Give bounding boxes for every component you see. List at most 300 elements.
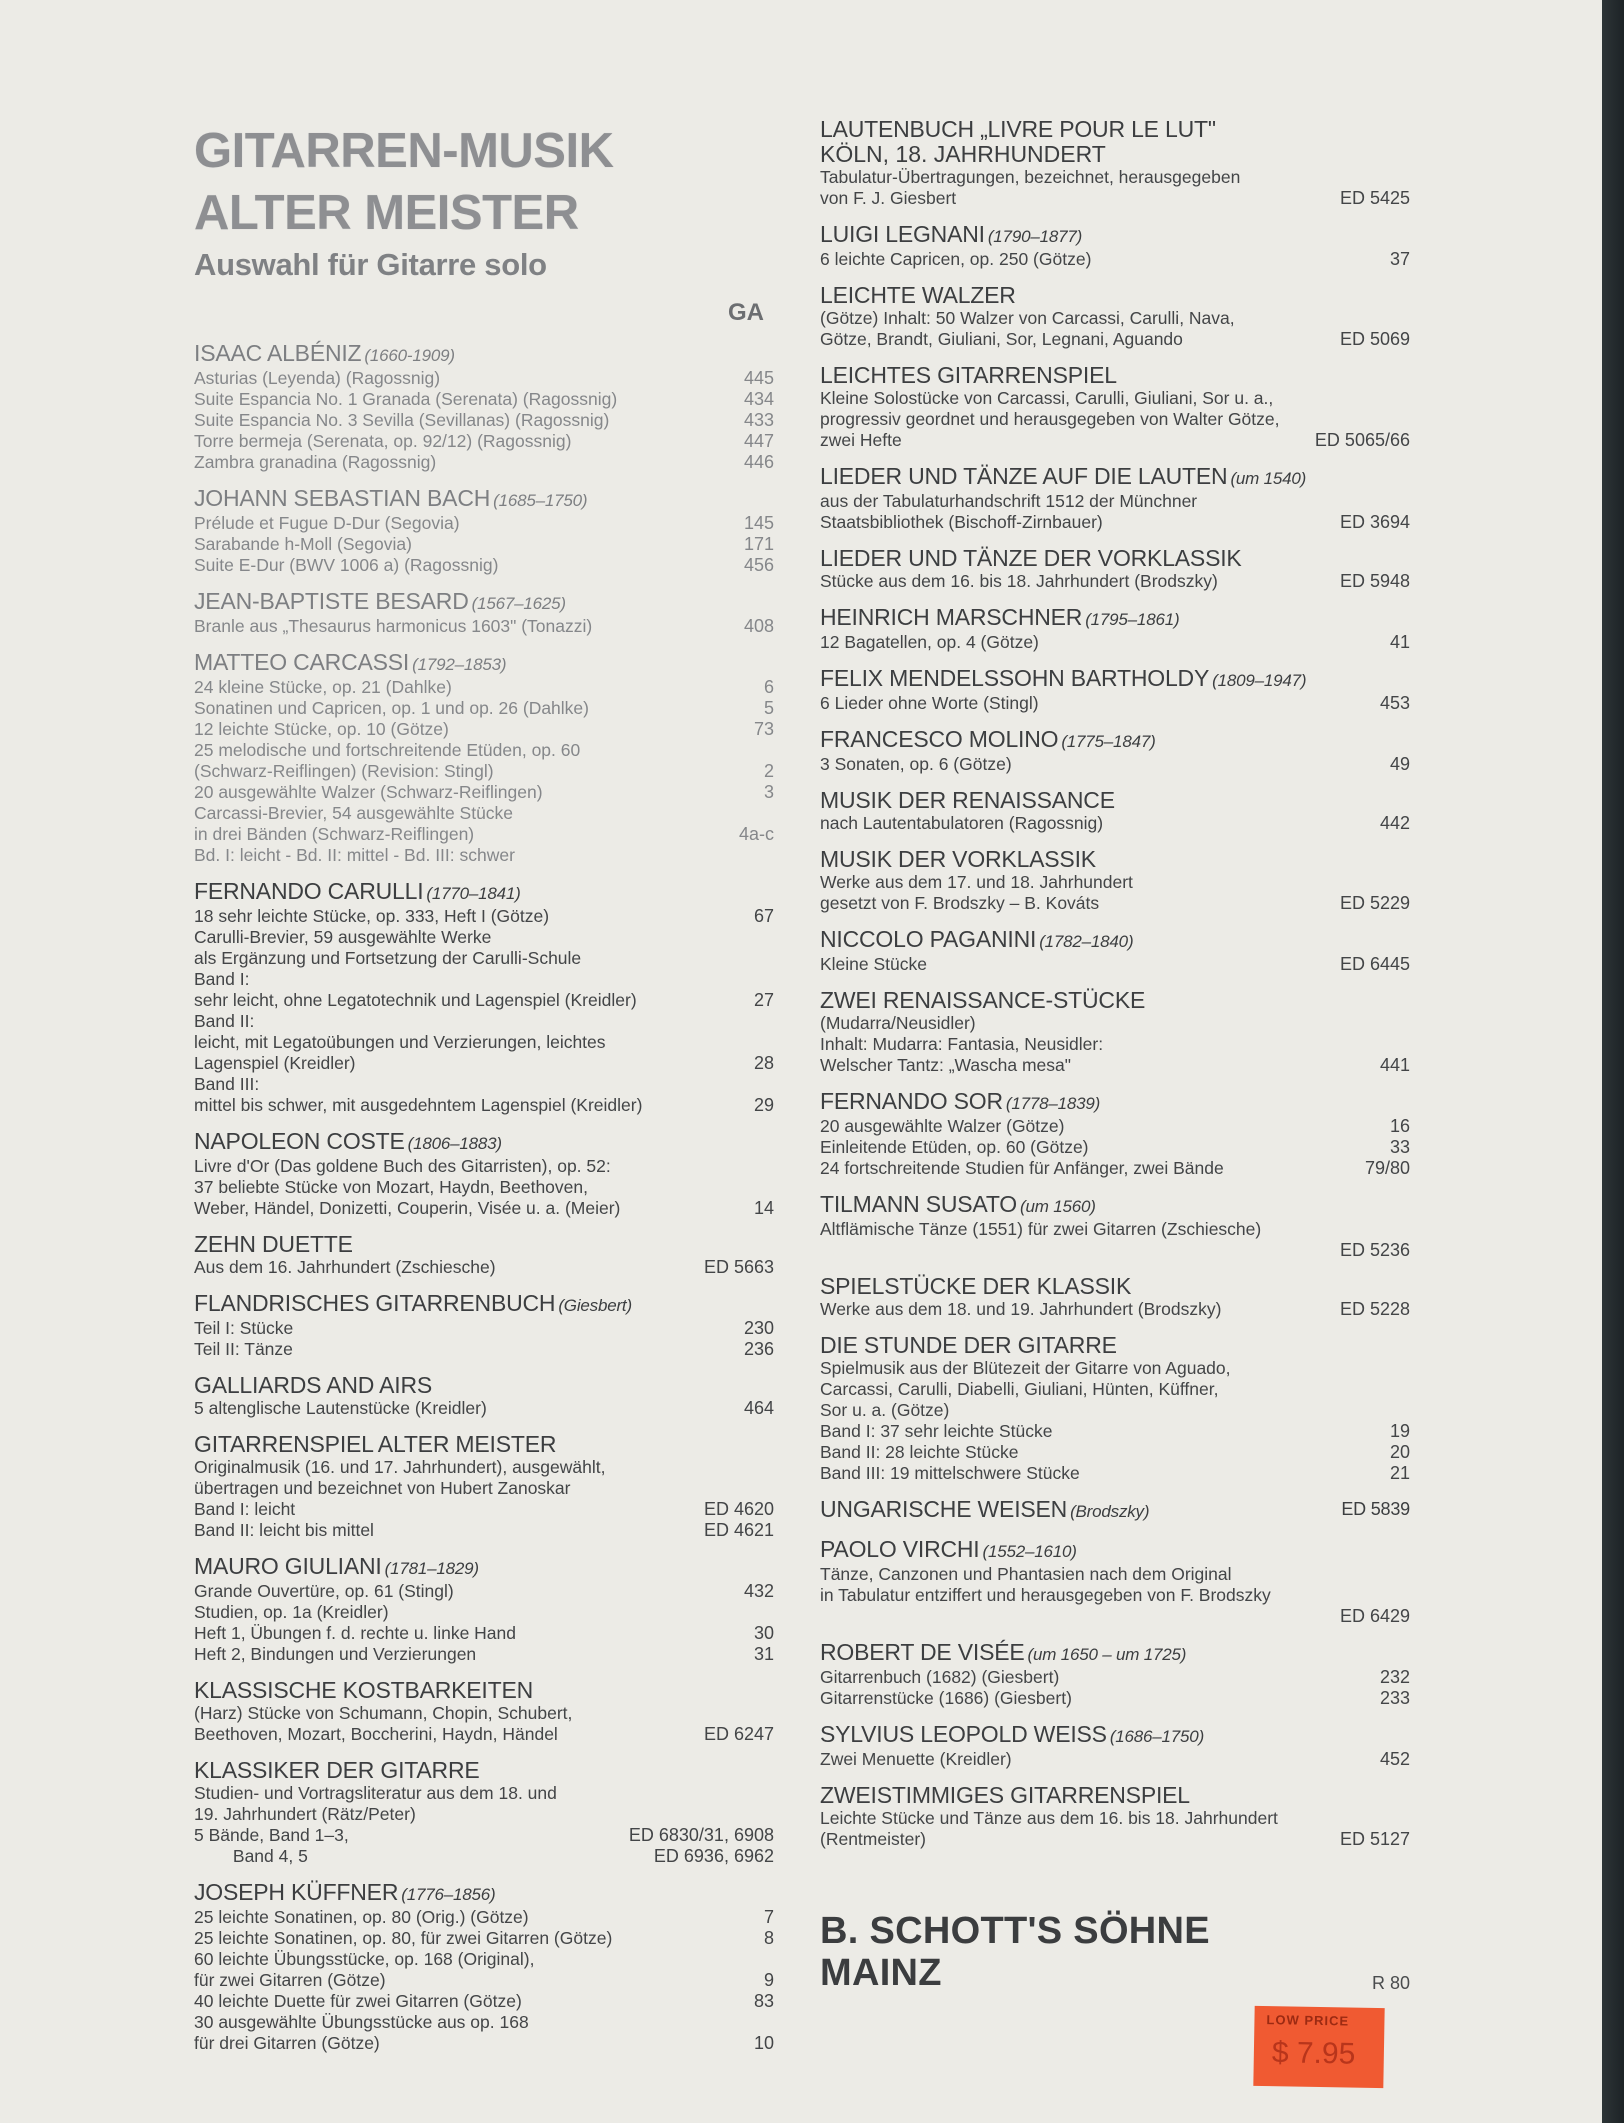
entry-row — [194, 719, 774, 740]
work-title: 18 sehr leichte Stücke, op. 333, Heft I (Götze) — [194, 906, 550, 926]
work-title: Suite Espancia No. 3 Sevilla (Sevillanas) (Ragossnig) — [194, 410, 610, 430]
entry-row — [820, 1749, 1410, 1770]
catalog-entry — [194, 1678, 774, 1745]
catalog-entry — [820, 283, 1410, 350]
work-title: Heft 1, Übungen f. d. rechte u. linke Hand — [194, 1623, 516, 1643]
composer-name: FLANDRISCHES GITARRENBUCH — [194, 1290, 556, 1316]
catalog-entry — [820, 988, 1410, 1076]
catalog-number: 434 — [743, 389, 774, 409]
entry-row — [194, 1949, 774, 1970]
catalog-number: 442 — [1379, 813, 1410, 833]
work-title: 20 ausgewählte Walzer (Schwarz-Reiflingen) — [194, 782, 543, 802]
entry-row — [194, 1177, 774, 1198]
work-title: Sor u. a. (Götze) — [820, 1400, 950, 1420]
catalog-number: 41 — [1389, 632, 1410, 652]
entry-row — [820, 388, 1410, 409]
work-title: Altflämische Tänze (1551) für zwei Gitarren (Zschiesche) — [820, 1219, 1262, 1239]
composer-dates: (1795–1861) — [1085, 610, 1180, 629]
catalog-number: 446 — [743, 452, 774, 472]
composer-name: LEICHTES GITARRENSPIEL — [820, 362, 1117, 388]
catalog-number: 230 — [743, 1318, 774, 1338]
catalog-entry — [820, 847, 1410, 914]
composer-name: JOHANN SEBASTIAN BACH — [194, 485, 491, 511]
work-title: Band III: 19 mittelschwere Stücke — [820, 1463, 1080, 1483]
composer-dates: (1782–1840) — [1039, 932, 1134, 951]
work-title: aus der Tabulaturhandschrift 1512 der Münchner — [820, 491, 1198, 511]
entry-row — [194, 761, 774, 782]
catalog-number: ED 5425 — [1339, 188, 1410, 208]
entry-row — [820, 1013, 1410, 1034]
entry-row — [820, 1606, 1410, 1627]
catalog-entry — [820, 222, 1410, 270]
composer-name: FERNANDO CARULLI — [194, 878, 424, 904]
entry-row — [194, 927, 774, 948]
work-title: Inhalt: Mudarra: Fantasia, Neusidler: — [820, 1034, 1104, 1054]
catalog-number: 453 — [1379, 693, 1410, 713]
work-title: Zambra granadina (Ragossnig) — [194, 452, 437, 472]
work-title: gesetzt von F. Brodszky – B. Kováts — [820, 893, 1100, 913]
entry-row — [194, 1478, 774, 1499]
entry-row — [820, 409, 1410, 430]
catalog-number: 441 — [1379, 1055, 1410, 1075]
entry-row — [820, 1358, 1410, 1379]
left-entry-list — [194, 341, 774, 2054]
entry-heading — [194, 1291, 774, 1318]
entry-row — [194, 1257, 774, 1278]
entry-row — [194, 1074, 774, 1095]
work-title: Kleine Solostücke von Carcassi, Carulli, Giuliani, Sor u. a., — [820, 388, 1274, 408]
work-title: Weber, Händel, Donizetti, Couperin, Visée u. a. (Meier) — [194, 1198, 621, 1218]
entry-row — [820, 1808, 1410, 1829]
entry-row — [194, 431, 774, 452]
composer-name: SYLVIUS LEOPOLD WEISS — [820, 1721, 1107, 1747]
work-title: KÖLN, 18. JAHRHUNDERT — [820, 141, 1106, 167]
catalog-entry — [194, 1554, 774, 1665]
work-title: Gitarrenbuch (1682) (Giesbert) — [820, 1667, 1060, 1687]
work-title: Aus dem 16. Jahrhundert (Zschiesche) — [194, 1257, 496, 1277]
work-title: Beethoven, Mozart, Boccherini, Haydn, Händel — [194, 1724, 558, 1744]
work-title: Band III: — [194, 1074, 260, 1094]
composer-dates: (Brodszky) — [1070, 1502, 1150, 1521]
left-column — [194, 120, 774, 2054]
entry-row — [194, 2012, 774, 2033]
composer-name: ZWEI RENAISSANCE-STÜCKE — [820, 987, 1146, 1013]
entry-row — [194, 555, 774, 576]
entry-row — [194, 1804, 774, 1825]
work-title: Werke aus dem 17. und 18. Jahrhundert — [820, 872, 1133, 892]
sticker-label: LOW PRICE — [1266, 2012, 1350, 2029]
work-title: Carcassi, Carulli, Diabelli, Giuliani, Hünten, Küffner, — [820, 1379, 1219, 1399]
work-title: 20 ausgewählte Walzer (Götze) — [820, 1116, 1065, 1136]
entry-heading — [194, 1432, 774, 1457]
price-sticker — [1253, 2006, 1384, 2088]
entry-row — [194, 1011, 774, 1032]
entry-row — [194, 782, 774, 803]
entry-heading — [194, 341, 774, 368]
entry-row — [194, 452, 774, 473]
entry-row — [820, 893, 1410, 914]
work-title: Asturias (Leyenda) (Ragossnig) — [194, 368, 441, 388]
entry-row — [194, 803, 774, 824]
catalog-number: 445 — [743, 368, 774, 388]
entry-row — [194, 1991, 774, 2012]
entry-row — [820, 1219, 1410, 1240]
catalog-number: ED 5069 — [1339, 329, 1410, 349]
work-title: Band I: — [194, 969, 250, 989]
catalog-entry — [820, 1640, 1410, 1709]
entry-row — [820, 813, 1410, 834]
entry-row — [194, 906, 774, 927]
work-title: (Schwarz-Reiflingen) (Revision: Stingl) — [194, 761, 494, 781]
entry-row — [194, 1928, 774, 1949]
entry-row — [820, 693, 1410, 714]
catalog-number: 171 — [743, 534, 774, 554]
catalog-number: 30 — [753, 1623, 774, 1643]
work-title: Sonatinen und Capricen, op. 1 und op. 26 (Dahlke) — [194, 698, 589, 718]
composer-dates: (1775–1847) — [1061, 732, 1156, 751]
composer-name: FRANCESCO MOLINO — [820, 726, 1059, 752]
catalog-number: 21 — [1389, 1463, 1410, 1483]
catalog-number: 16 — [1389, 1116, 1410, 1136]
composer-dates: (1567–1625) — [471, 594, 566, 613]
catalog-entry — [820, 788, 1410, 834]
work-title: sehr leicht, ohne Legatotechnik und Lagenspiel (Kreidler) — [194, 990, 637, 1010]
work-title: Studien, op. 1a (Kreidler) — [194, 1602, 389, 1622]
composer-name: JEAN-BAPTISTE BESARD — [194, 588, 469, 614]
composer-dates: (1781–1829) — [384, 1559, 479, 1578]
composer-dates: (1790–1877) — [987, 227, 1083, 246]
entry-row — [820, 512, 1410, 533]
work-title: 5 altenglische Lautenstücke (Kreidler) — [194, 1398, 487, 1418]
catalog-entry — [194, 589, 774, 637]
composer-name: GALLIARDS AND AIRS — [194, 1372, 432, 1398]
entry-row — [820, 1116, 1410, 1137]
catalog-number: 456 — [743, 555, 774, 575]
catalog-entry — [820, 117, 1410, 209]
entry-heading — [194, 1880, 774, 1907]
entry-heading — [820, 1192, 1410, 1219]
entry-row — [194, 1520, 774, 1541]
entry-heading — [194, 650, 774, 677]
composer-dates: (um 1540) — [1230, 469, 1307, 488]
entry-row — [820, 430, 1410, 451]
composer-dates: (um 1560) — [1020, 1197, 1096, 1216]
work-title: für drei Gitarren (Götze) — [194, 2033, 380, 2053]
catalog-number: 28 — [753, 1053, 774, 1073]
composer-name: ROBERT DE VISÉE — [820, 1639, 1025, 1665]
entry-row — [820, 632, 1410, 653]
entry-row — [194, 616, 774, 637]
composer-name: LAUTENBUCH „LIVRE POUR LE LUT" — [820, 116, 1216, 142]
composer-name: LIEDER UND TÄNZE AUF DIE LAUTEN — [820, 463, 1228, 489]
catalog-entry — [820, 363, 1410, 451]
catalog-entry — [194, 1291, 774, 1360]
catalog-entry — [194, 650, 774, 866]
entry-row — [194, 698, 774, 719]
entry-heading — [820, 222, 1410, 249]
catalog-entry — [194, 341, 774, 473]
work-title: (Mudarra/Neusidler) — [820, 1013, 976, 1033]
work-title: übertragen und bezeichnet von Hubert Zanoskar — [194, 1478, 571, 1498]
composer-name: SPIELSTÜCKE DER KLASSIK — [820, 1273, 1132, 1299]
entry-row — [194, 1053, 774, 1074]
entry-heading — [820, 464, 1410, 491]
catalog-number: 432 — [743, 1581, 774, 1601]
entry-row — [820, 1034, 1410, 1055]
work-title: Suite Espancia No. 1 Granada (Serenata) (Ragossnig) — [194, 389, 618, 409]
catalog-entry — [820, 1722, 1410, 1770]
catalog-number: ED 4621 — [703, 1520, 774, 1540]
entry-row — [194, 1783, 774, 1804]
composer-name: GITARRENSPIEL ALTER MEISTER — [194, 1431, 557, 1457]
composer-name: FELIX MENDELSSOHN BARTHOLDY — [820, 665, 1210, 691]
composer-dates: (1778–1839) — [1005, 1094, 1101, 1113]
entry-row — [820, 1688, 1410, 1709]
entry-row — [194, 990, 774, 1011]
entry-row — [194, 1825, 774, 1846]
composer-name: MATTEO CARCASSI — [194, 649, 410, 675]
entry-row — [194, 1703, 774, 1724]
catalog-number: 14 — [753, 1198, 774, 1218]
entry-row — [820, 1055, 1410, 1076]
entry-row — [194, 1623, 774, 1644]
work-title: Tabulatur-Übertragungen, bezeichnet, herausgegeben — [820, 167, 1241, 187]
entry-heading — [820, 847, 1410, 872]
work-title: Band II: 28 leichte Stücke — [820, 1442, 1019, 1462]
work-title: leicht, mit Legatoübungen und Verzierungen, leichtes — [194, 1032, 606, 1052]
entry-row — [194, 1970, 774, 1991]
work-title: mittel bis schwer, mit ausgedehntem Lagenspiel (Kreidler) — [194, 1095, 643, 1115]
catalog-number: ED 6830/31, 6908 — [628, 1825, 774, 1845]
composer-name: NICCOLO PAGANINI — [820, 926, 1037, 952]
work-title: Studien- und Vortragsliteratur aus dem 18. und — [194, 1783, 557, 1803]
catalog-entry — [194, 1373, 774, 1419]
work-title: Heft 2, Bindungen und Verzierungen — [194, 1644, 477, 1664]
work-title: 30 ausgewählte Übungsstücke aus op. 168 — [194, 2012, 529, 2032]
catalog-code: R 80 — [1371, 1973, 1410, 1993]
catalog-number: 8 — [763, 1928, 774, 1948]
composer-name: KLASSISCHE KOSTBARKEITEN — [194, 1677, 534, 1703]
entry-heading — [194, 1232, 774, 1257]
composer-name: UNGARISCHE WEISEN — [820, 1496, 1068, 1522]
work-title: Bd. I: leicht - Bd. II: mittel - Bd. III: schwer — [194, 845, 515, 865]
entry-row — [820, 142, 1410, 167]
catalog-number: ED 5229 — [1339, 893, 1410, 913]
catalog-number: ED 5663 — [703, 1257, 774, 1277]
composer-dates: (1776–1856) — [401, 1885, 496, 1904]
entry-row — [194, 389, 774, 410]
work-title: zwei Hefte — [820, 430, 902, 450]
entry-row — [194, 513, 774, 534]
entry-heading — [194, 1554, 774, 1581]
entry-row — [194, 1339, 774, 1360]
work-title: Teil I: Stücke — [194, 1318, 294, 1338]
catalog-number: ED 5948 — [1339, 571, 1410, 591]
entry-row — [820, 872, 1410, 893]
catalog-number: ED 5236 — [1339, 1240, 1410, 1260]
entry-row — [820, 1667, 1410, 1688]
catalog-entry — [194, 486, 774, 576]
entry-row — [194, 740, 774, 761]
entry-row — [820, 1829, 1410, 1850]
work-title: nach Lautentabulatoren (Ragossnig) — [820, 813, 1104, 833]
work-title: 37 beliebte Stücke von Mozart, Haydn, Beethoven, — [194, 1177, 588, 1197]
catalog-entry — [820, 605, 1410, 653]
work-title: Staatsbibliothek (Bischoff-Zirnbauer) — [820, 512, 1103, 532]
composer-name: LUIGI LEGNANI — [820, 221, 985, 247]
work-title: Götze, Brandt, Giuliani, Sor, Legnani, Aguando — [820, 329, 1183, 349]
catalog-number: 5 — [763, 698, 774, 718]
work-title: 24 fortschreitende Studien für Anfänger, zwei Bände — [820, 1158, 1224, 1178]
catalog-number: 20 — [1389, 1442, 1410, 1462]
work-title: 3 Sonaten, op. 6 (Götze) — [820, 754, 1012, 774]
catalog-entry — [820, 727, 1410, 775]
work-title: Grande Ouvertüre, op. 61 (Stingl) — [194, 1581, 454, 1601]
work-title: Einleitende Etüden, op. 60 (Götze) — [820, 1137, 1089, 1157]
entry-heading — [194, 1758, 774, 1783]
catalog-number: 7 — [763, 1907, 774, 1927]
catalog-number: 145 — [743, 513, 774, 533]
title-line-1: GITARREN-MUSIK — [194, 124, 614, 178]
entry-heading — [194, 589, 774, 616]
work-title: in Tabulatur entziffert und herausgegeben von F. Brodszky — [820, 1585, 1271, 1605]
work-title: 12 leichte Stücke, op. 10 (Götze) — [194, 719, 449, 739]
catalog-entry — [820, 1192, 1410, 1261]
work-title: progressiv geordnet und herausgegeben von Walter Götze, — [820, 409, 1280, 429]
entry-row — [820, 1158, 1410, 1179]
work-title: als Ergänzung und Fortsetzung der Carulli-Schule — [194, 948, 582, 968]
entry-row — [194, 2033, 774, 2054]
composer-dates: (um 1650 – um 1725) — [1027, 1645, 1187, 1664]
entry-heading — [820, 1783, 1410, 1808]
composer-name: PAOLO VIRCHI — [820, 1536, 980, 1562]
entry-heading — [820, 1537, 1410, 1564]
catalog-number: ED 5839 — [1341, 1499, 1410, 1519]
work-title: Carcassi-Brevier, 54 ausgewählte Stücke — [194, 803, 514, 823]
work-title: 6 leichte Capricen, op. 250 (Götze) — [820, 249, 1092, 269]
catalog-number: 73 — [753, 719, 774, 739]
catalog-number: ED 6445 — [1339, 954, 1410, 974]
entry-row — [194, 368, 774, 389]
entry-row — [820, 308, 1410, 329]
publisher-city: MAINZ — [820, 1952, 942, 1994]
work-title: 19. Jahrhundert (Rätz/Peter) — [194, 1804, 416, 1824]
entry-heading — [820, 605, 1410, 632]
catalog-entry — [820, 1783, 1410, 1850]
catalog-number: ED 3694 — [1339, 512, 1410, 532]
work-title: in drei Bänden (Schwarz-Reiflingen) — [194, 824, 475, 844]
work-title: 12 Bagatellen, op. 4 (Götze) — [820, 632, 1039, 652]
entry-row — [194, 1644, 774, 1665]
entry-row — [820, 1379, 1410, 1400]
entry-row — [820, 1137, 1410, 1158]
catalog-number: ED 4620 — [703, 1499, 774, 1519]
catalog-number: 9 — [763, 1970, 774, 1990]
work-title: 25 leichte Sonatinen, op. 80, für zwei Gitarren (Götze) — [194, 1928, 613, 1948]
catalog-entry — [194, 1758, 774, 1867]
catalog-number: 433 — [743, 410, 774, 430]
work-title: 40 leichte Duette für zwei Gitarren (Götze) — [194, 1991, 522, 2011]
work-title: Leichte Stücke und Tänze aus dem 16. bis 18. Jahrhundert — [820, 1808, 1278, 1828]
catalog-number: 464 — [743, 1398, 774, 1418]
entry-row — [194, 1318, 774, 1339]
entry-heading — [820, 1497, 1410, 1524]
work-title: 24 kleine Stücke, op. 21 (Dahlke) — [194, 677, 452, 697]
work-title: (Rentmeister) — [820, 1829, 926, 1849]
entry-row — [194, 677, 774, 698]
work-title: Livre d'Or (Das goldene Buch des Gitarristen), op. 52: — [194, 1156, 611, 1176]
composer-dates: (1770–1841) — [426, 884, 521, 903]
catalog-number: 29 — [753, 1095, 774, 1115]
work-title: Stücke aus dem 16. bis 18. Jahrhundert (Brodszky) — [820, 571, 1218, 591]
entry-row — [194, 845, 774, 866]
entry-heading — [820, 1722, 1410, 1749]
catalog-entry — [820, 1089, 1410, 1179]
entry-row — [820, 249, 1410, 270]
catalog-number: ED 6936, 6962 — [653, 1846, 774, 1866]
entry-heading — [820, 788, 1410, 813]
composer-name: MAURO GIULIANI — [194, 1553, 382, 1579]
work-title: 25 leichte Sonatinen, op. 80 (Orig.) (Götze) — [194, 1907, 529, 1927]
entry-row — [820, 754, 1410, 775]
catalog-number: 37 — [1389, 249, 1410, 269]
composer-name: KLASSIKER DER GITARRE — [194, 1757, 480, 1783]
entry-row — [820, 329, 1410, 350]
right-column — [820, 104, 1410, 1994]
work-title: Zwei Menuette (Kreidler) — [820, 1749, 1012, 1769]
entry-heading — [820, 1274, 1410, 1299]
entry-row — [194, 1095, 774, 1116]
entry-row — [194, 1156, 774, 1177]
composer-dates: (1552–1610) — [982, 1542, 1077, 1561]
entry-row — [194, 410, 774, 431]
composer-name: FERNANDO SOR — [820, 1088, 1003, 1114]
right-entry-list — [820, 117, 1410, 1850]
catalog-number: 31 — [753, 1644, 774, 1664]
work-title: Band 4, 5 — [194, 1846, 308, 1866]
entry-heading — [820, 666, 1410, 693]
catalog-number: 4a-c — [738, 824, 774, 844]
composer-name: HEINRICH MARSCHNER — [820, 604, 1083, 630]
catalog-number: 3 — [763, 782, 774, 802]
catalog-entry — [820, 1537, 1410, 1627]
catalog-entry — [194, 1880, 774, 2054]
entry-heading — [820, 363, 1410, 388]
entry-row — [194, 1846, 774, 1867]
composer-dates: (1792–1853) — [412, 655, 507, 674]
subtitle: Auswahl für Gitarre solo — [194, 247, 547, 282]
publisher-name: B. SCHOTT'S SÖHNE — [820, 1910, 1210, 1952]
composer-name: ZWEISTIMMIGES GITARRENSPIEL — [820, 1782, 1190, 1808]
catalog-number: 236 — [743, 1339, 774, 1359]
catalog-number: 2 — [763, 761, 774, 781]
catalog-number: ED 5228 — [1339, 1299, 1410, 1319]
work-title: Band II: — [194, 1011, 255, 1031]
work-title: Gitarrenstücke (1686) (Giesbert) — [820, 1688, 1072, 1708]
entry-row — [194, 1907, 774, 1928]
entry-heading — [820, 927, 1410, 954]
catalog-number: 19 — [1389, 1421, 1410, 1441]
entry-heading — [820, 117, 1410, 142]
work-title: Sarabande h-Moll (Segovia) — [194, 534, 412, 554]
composer-name: MUSIK DER VORKLASSIK — [820, 846, 1096, 872]
catalog-number: ED 6247 — [703, 1724, 774, 1744]
entry-row — [194, 1724, 774, 1745]
entry-heading — [820, 727, 1410, 754]
entry-heading — [820, 1640, 1410, 1667]
entry-row — [820, 1299, 1410, 1320]
entry-heading — [820, 988, 1410, 1013]
